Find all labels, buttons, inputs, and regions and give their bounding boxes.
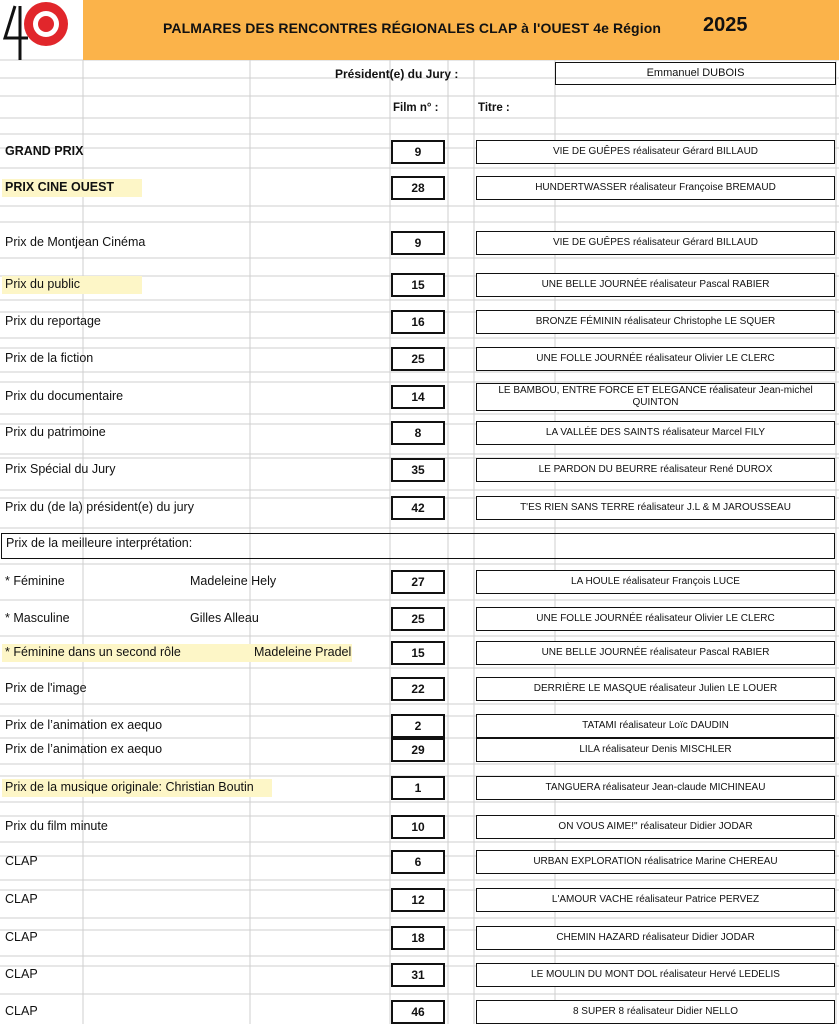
film-title-box: URBAN EXPLORATION réalisatrice Marine CHEREAU (476, 850, 835, 874)
prize-label: Prix de l’animation ex aequo (5, 742, 163, 756)
prize-label: CLAP (5, 967, 38, 981)
prize-label: Prix de la fiction (5, 351, 94, 365)
film-title-box: BRONZE FÉMININ réalisateur Christophe LE SQUER (476, 310, 835, 334)
prize-label: Prix de la musique originale: Christian Boutin (5, 780, 254, 794)
film-number-box: 46 (391, 1000, 445, 1024)
prize-label: * Masculine (5, 611, 70, 625)
laureate-name: Madeleine Pradel (254, 645, 352, 659)
prize-label: Prix du public (5, 277, 81, 291)
page-title: PALMARES DES RENCONTRES RÉGIONALES CLAP à l'OUEST 4e Région (163, 20, 661, 36)
film-title-box: LE PARDON DU BEURRE réalisateur René DUROX (476, 458, 835, 482)
prize-label: Prix du film minute (5, 819, 108, 833)
prize-label: CLAP (5, 1004, 38, 1018)
film-title-box: ON VOUS AIME!" réalisateur Didier JODAR (476, 815, 835, 839)
prize-label: CLAP (5, 892, 38, 906)
film-number-box: 12 (391, 888, 445, 912)
club-logo (0, 0, 80, 60)
prize-label: CLAP (5, 930, 38, 944)
film-title-box: LILA réalisateur Denis MISCHLER (476, 738, 835, 762)
film-title-box: VIE DE GUÊPES réalisateur Gérard BILLAUD (476, 140, 835, 164)
page-year: 2025 (703, 14, 748, 36)
film-title-box: LA HOULE réalisateur François LUCE (476, 570, 835, 594)
film-title-box: UNE FOLLE JOURNÉE réalisateur Olivier LE CLERC (476, 607, 835, 631)
film-number-box: 6 (391, 850, 445, 874)
prize-label: CLAP (5, 854, 38, 868)
film-number-header: Film n° : (393, 102, 439, 114)
film-number-box: 14 (391, 385, 445, 409)
film-number-box: 16 (391, 310, 445, 334)
film-title-box: LE MOULIN DU MONT DOL réalisateur Hervé LEDELIS (476, 963, 835, 987)
film-number-box: 2 (391, 714, 445, 738)
title-header: Titre : (478, 102, 510, 114)
film-title-box: DERRIÈRE LE MASQUE réalisateur Julien LE LOUER (476, 677, 835, 701)
film-number-box: 18 (391, 926, 445, 950)
film-number-box: 15 (391, 273, 445, 297)
jury-president-name: Emmanuel DUBOIS (555, 62, 836, 85)
film-number-box: 31 (391, 963, 445, 987)
film-number-box: 10 (391, 815, 445, 839)
film-number-box: 27 (391, 570, 445, 594)
film-number-box: 25 (391, 607, 445, 631)
film-number-box: 29 (391, 738, 445, 762)
film-title-box: UNE FOLLE JOURNÉE réalisateur Olivier LE CLERC (476, 347, 835, 371)
prize-label: Prix Spécial du Jury (5, 462, 116, 476)
film-number-box: 9 (391, 231, 445, 255)
prize-label: Prix du (de la) président(e) du jury (5, 500, 194, 514)
prize-label: Prix de l’animation ex aequo (5, 718, 163, 732)
title-banner (83, 0, 839, 60)
prize-label: Prix du reportage (5, 314, 101, 328)
laureate-name: Madeleine Hely (190, 574, 277, 588)
film-number-box: 15 (391, 641, 445, 665)
film-number-box: 1 (391, 776, 445, 800)
film-number-box: 25 (391, 347, 445, 371)
film-number-box: 22 (391, 677, 445, 701)
film-title-box: 8 SUPER 8 réalisateur Didier NELLO (476, 1000, 835, 1024)
prize-label: Prix de l'image (5, 681, 87, 695)
film-title-box: UNE BELLE JOURNÉE réalisateur Pascal RABIER (476, 273, 835, 297)
prize-label: Prix du patrimoine (5, 425, 106, 439)
film-title-box: CHEMIN HAZARD réalisateur Didier JODAR (476, 926, 835, 950)
film-number-box: 9 (391, 140, 445, 164)
jury-label: Président(e) du Jury : (335, 67, 459, 81)
prize-label: PRIX CINE OUEST (5, 180, 115, 194)
prize-label: GRAND PRIX (5, 144, 84, 158)
film-title-box: L'AMOUR VACHE réalisateur Patrice PERVEZ (476, 888, 835, 912)
interpretation-heading: Prix de la meilleure interprétation: (1, 533, 835, 559)
prize-label: * Féminine (5, 574, 65, 588)
prize-label: Prix du documentaire (5, 389, 124, 403)
film-title-box: TANGUERA réalisateur Jean-claude MICHINEAU (476, 776, 835, 800)
film-title-box: TATAMI réalisateur Loïc DAUDIN (476, 714, 835, 738)
film-number-box: 28 (391, 176, 445, 200)
film-title-box: T'ES RIEN SANS TERRE réalisateur J.L & M JAROUSSEAU (476, 496, 835, 520)
film-title-box: HUNDERTWASSER réalisateur Françoise BREMAUD (476, 176, 835, 200)
film-number-box: 35 (391, 458, 445, 482)
film-number-box: 42 (391, 496, 445, 520)
prize-label: Prix de Montjean Cinéma (5, 235, 146, 249)
film-title-box: LA VALLÉE DES SAINTS réalisateur Marcel FILY (476, 421, 835, 445)
film-title-box: VIE DE GUÊPES réalisateur Gérard BILLAUD (476, 231, 835, 255)
prize-label: * Féminine dans un second rôle (5, 645, 181, 659)
film-title-box: UNE BELLE JOURNÉE réalisateur Pascal RABIER (476, 641, 835, 665)
film-number-box: 8 (391, 421, 445, 445)
laureate-name: Gilles Alleau (190, 611, 259, 625)
film-title-box: LE BAMBOU, ENTRE FORCE ET ELEGANCE réalisateur Jean-michel QUINTON (476, 383, 835, 411)
